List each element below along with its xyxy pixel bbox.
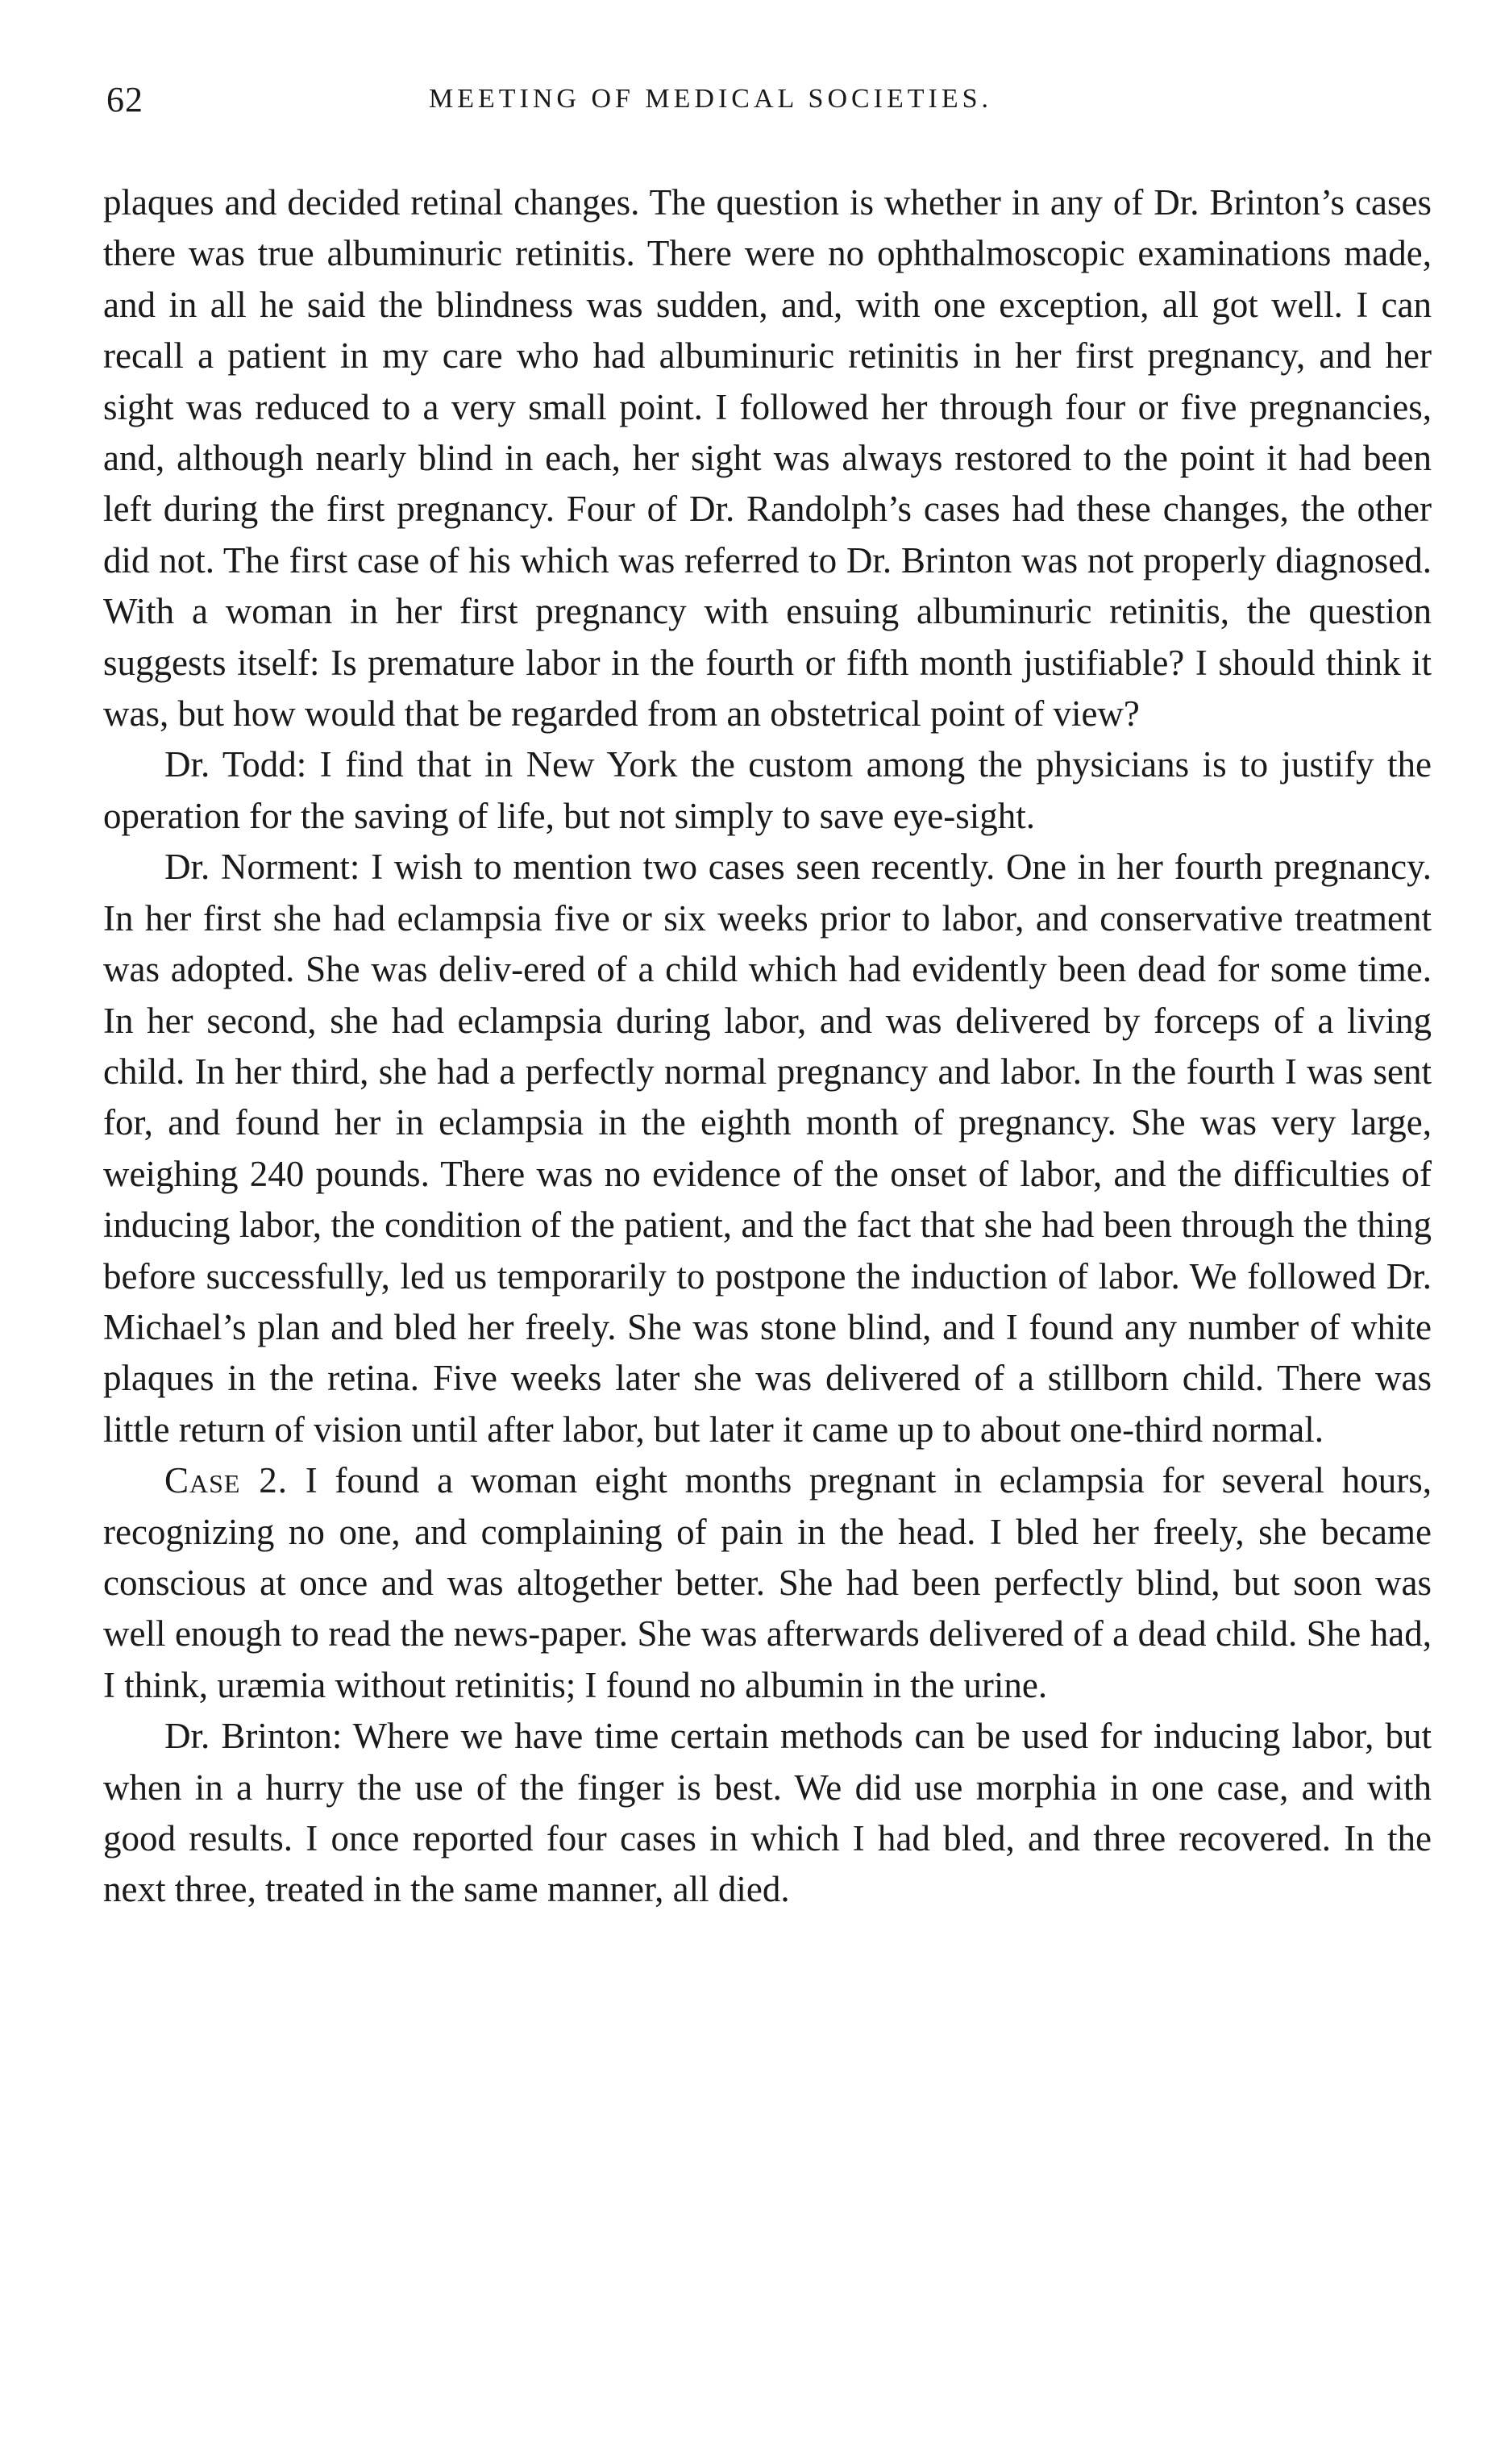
running-head: MEETING OF MEDICAL SOCIETIES. [429, 84, 993, 114]
case-label: Case 2. [164, 1460, 288, 1501]
page-number: 62 [106, 80, 143, 119]
paragraph-dr-norment: Dr. Norment: I wish to mention two cases seen recently. One in her fourth pregnancy. In her first she had eclampsia five or six weeks prior to labor, and conservative treatment was adopted. She was deliv-ered of a child which had evidently been dead for some time. In her second, she had eclampsia during labor, and was delivered by forceps of a living child. In her third, she had a perfectly normal pregnancy and labor. In the fourth I was sent for, and found her in eclampsia in the eighth month of pregnancy. She was very large, weighing 240 pounds. There was no evidence of the onset of labor, and the difficulties of inducing labor, the condition of the patient, and the fact that she had been through the thing before successfully, led us temporarily to postpone the induction of labor. We followed Dr. Michael’s plan and bled her freely. She was stone blind, and I found any number of white plaques in the retina. Five weeks later she was delivered of a stillborn child. There was little return of vision until after labor, but later it came up to about one-third normal. [103, 847, 1432, 1450]
page-header [106, 79, 1428, 127]
paragraph-dr-todd: Dr. Todd: I find that in New York the custom among the physicians is to justify the operation for the saving of life, but not simply to save eye-sight. [103, 744, 1432, 836]
paragraph-case-2 [103, 1455, 1432, 1711]
paragraph-continuation: plaques and decided retinal changes. The question is whether in any of Dr. Brinton’s cases there was true albuminuric retinitis. There were no ophthalmoscopic examinations made, and in all he said the blindness was sudden, and, with one exception, all got well. I can recall a patient in my care who had albuminuric retinitis in her first pregnancy, and her sight was reduced to a very small point. I followed her through four or five pregnancies, and, although nearly blind in each, her sight was always restored to the point it had been left during the first pregnancy. Four of Dr. Randolph’s cases had these changes, the other did not. The first case of his which was referred to Dr. Brinton was not properly diagnosed. With a woman in her first pregnancy with ensuing albuminuric retinitis, the question suggests itself: Is premature labor in the fourth or fifth month justifiable? I should think it was, but how would that be regarded from an obstetrical point of view? [103, 182, 1432, 735]
case-2-text: I found a woman eight months pregnant in eclampsia for several hours, recognizing no one, and complaining of pain in the head. I bled her freely, she became conscious at once and was altogether better. She had been perfectly blind, but soon was well enough to read the news-paper. She was afterwards delivered of a dead child. She had, I think, uræmia without retinitis; I found no albumin in the urine. [103, 1460, 1432, 1705]
paragraph-dr-brinton: Dr. Brinton: Where we have time certain methods can be used for inducing labor, but when in a hurry the use of the finger is best. We did use morphia in one case, and with good results. I once reported four cases in which I had bled, and three recovered. In the next three, treated in the same manner, all died. [103, 1716, 1432, 1910]
body-text [103, 177, 1432, 1916]
